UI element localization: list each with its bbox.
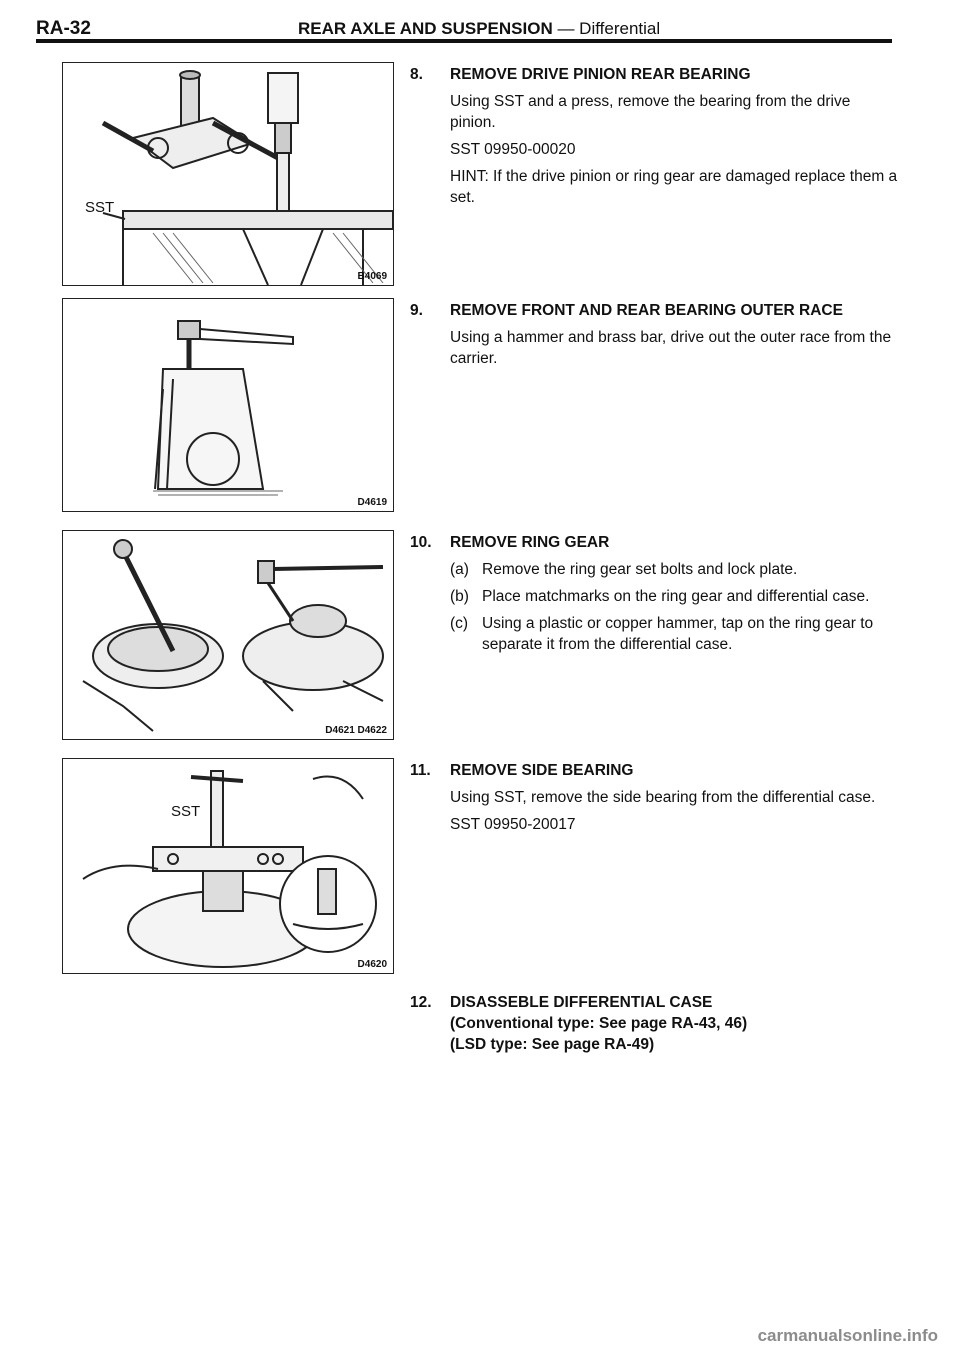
figure-outer-race-hammer bbox=[62, 298, 394, 512]
step-heading bbox=[410, 300, 900, 321]
figure-code: D4620 bbox=[357, 959, 387, 970]
step-heading bbox=[410, 760, 900, 781]
step-heading bbox=[410, 992, 900, 1013]
subitem-text: Remove the ring gear set bolts and lock plate. bbox=[482, 561, 798, 578]
page-header bbox=[36, 14, 892, 40]
step-title: REMOVE SIDE BEARING bbox=[450, 762, 634, 779]
step-sst-number: SST 09950-00020 bbox=[450, 141, 576, 158]
step-title: DISASSEBLE DIFFERENTIAL CASE bbox=[450, 994, 713, 1011]
header-rule bbox=[36, 39, 892, 43]
step-title: REMOVE DRIVE PINION REAR BEARING bbox=[450, 66, 751, 83]
page-number: RA-32 bbox=[36, 18, 91, 39]
section-name: REAR AXLE AND SUSPENSION bbox=[298, 19, 553, 38]
step-subitem bbox=[450, 613, 900, 655]
subsection-name: — Differential bbox=[557, 19, 661, 38]
step-subitem bbox=[450, 586, 900, 607]
step-sst-number: SST 09950-20017 bbox=[450, 816, 576, 833]
step-number: 9. bbox=[410, 302, 423, 319]
figure-drive-pinion-press bbox=[62, 62, 394, 286]
watermark: carmanualsonline.info bbox=[757, 1326, 938, 1345]
illustration-hammer-brass-bar bbox=[63, 299, 393, 511]
page-reference-conventional: (Conventional type: See page RA-43, 46) bbox=[450, 1015, 748, 1032]
step-heading bbox=[410, 532, 900, 553]
step-9 bbox=[410, 300, 900, 369]
subitem-label: (c) bbox=[450, 615, 469, 632]
step-11 bbox=[410, 760, 900, 835]
step-body: Using SST and a press, remove the bearing from the drive pinion. bbox=[450, 93, 851, 131]
step-number: 12. bbox=[410, 994, 432, 1011]
figure-label-sst: SST bbox=[171, 803, 201, 820]
step-number: 8. bbox=[410, 66, 423, 83]
subitem-text: Place matchmarks on the ring gear and differential case. bbox=[482, 588, 870, 605]
step-8 bbox=[410, 64, 900, 208]
step-body: Using a hammer and brass bar, drive out the outer race from the carrier. bbox=[450, 329, 892, 367]
illustration-ring-gear bbox=[63, 531, 393, 739]
figure-ring-gear-removal bbox=[62, 530, 394, 740]
step-title: REMOVE FRONT AND REAR BEARING OUTER RACE bbox=[450, 302, 843, 319]
step-body: Using SST, remove the side bearing from the differential case. bbox=[450, 789, 876, 806]
step-number: 10. bbox=[410, 534, 432, 551]
step-10 bbox=[410, 532, 900, 655]
step-number: 11. bbox=[410, 762, 431, 779]
subitem-text: Using a plastic or copper hammer, tap on the ring gear to separate it from the differential case. bbox=[482, 615, 874, 653]
step-title: REMOVE RING GEAR bbox=[450, 534, 610, 551]
subitem-label: (b) bbox=[450, 588, 469, 605]
figure-side-bearing-puller bbox=[62, 758, 394, 974]
step-hint: HINT: If the drive pinion or ring gear are damaged replace them a set. bbox=[450, 168, 898, 206]
illustration-bearing-puller bbox=[63, 759, 393, 973]
figure-code: B4069 bbox=[357, 271, 387, 282]
section-title bbox=[298, 19, 660, 39]
page-reference-lsd: (LSD type: See page RA-49) bbox=[450, 1036, 655, 1053]
figure-code: D4619 bbox=[357, 497, 387, 508]
figure-code: D4621 D4622 bbox=[325, 725, 387, 736]
step-12 bbox=[410, 992, 900, 1055]
illustration-bearing-press bbox=[63, 63, 393, 285]
figure-label-sst: SST bbox=[85, 199, 115, 216]
step-heading bbox=[410, 64, 900, 85]
step-subitem bbox=[450, 559, 900, 580]
subitem-label: (a) bbox=[450, 561, 469, 578]
